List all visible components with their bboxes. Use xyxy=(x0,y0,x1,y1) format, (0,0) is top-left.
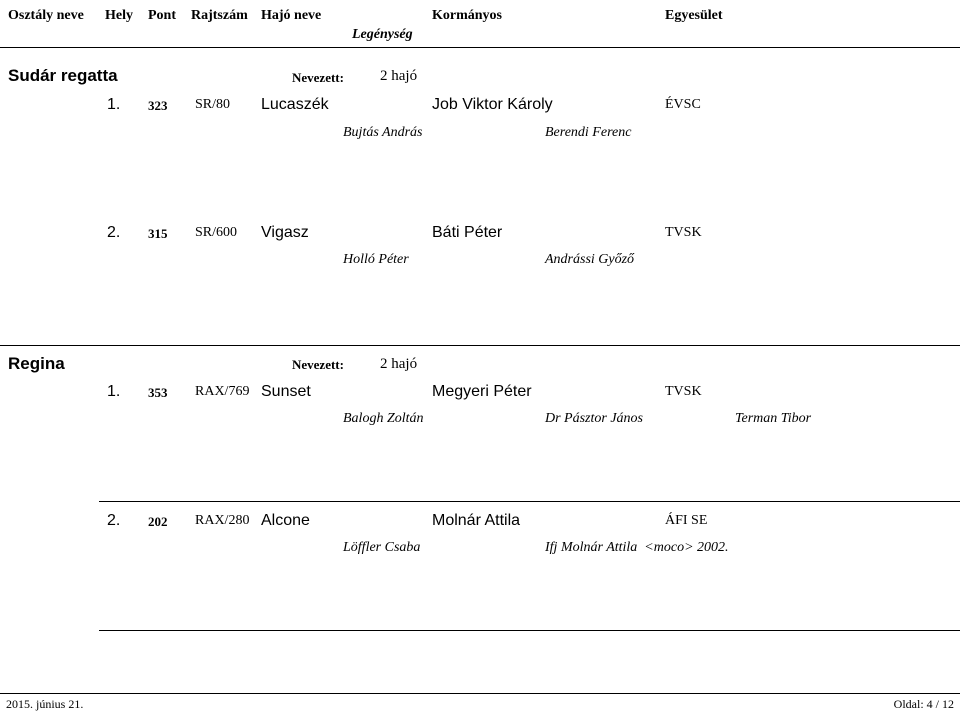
section-title: Regina xyxy=(8,354,65,373)
entry-crew-2: Ifj Molnár Attila <moco> 2002. xyxy=(545,540,729,555)
entry-boat: Vigasz xyxy=(261,224,309,241)
entry-sail: SR/600 xyxy=(195,225,238,240)
entry-crew-3: Terman Tibor xyxy=(735,411,812,426)
entry-crew-1: Balogh Zoltán xyxy=(343,411,424,426)
entry-boat: Lucaszék xyxy=(261,96,329,113)
entry-sail: RAX/769 xyxy=(195,384,250,399)
entry-place: 1. xyxy=(107,383,121,400)
entry-points: 315 xyxy=(148,226,168,241)
entered-count: 2 hajó xyxy=(380,68,418,84)
entry-helm: Báti Péter xyxy=(432,224,503,241)
section-divider xyxy=(0,345,960,346)
entry-club: ÉVSC xyxy=(665,97,701,112)
entry-helm: Job Viktor Károly xyxy=(432,96,553,113)
col-header-class: Osztály neve xyxy=(8,8,84,23)
entered-label: Nevezett: xyxy=(292,70,344,85)
col-header-place: Hely xyxy=(105,8,133,23)
entry-points: 323 xyxy=(148,98,168,113)
col-header-helm: Kormányos xyxy=(432,8,502,23)
col-header-points: Pont xyxy=(148,8,176,23)
entry-boat: Alcone xyxy=(261,512,310,529)
entry-sail: SR/80 xyxy=(195,97,231,112)
entered-label: Nevezett: xyxy=(292,357,344,372)
col-header-crew: Legénység xyxy=(352,27,413,42)
col-header-sail: Rajtszám xyxy=(191,8,248,23)
entry-helm: Molnár Attila xyxy=(432,512,521,529)
entered-count: 2 hajó xyxy=(380,356,418,372)
entry-points: 202 xyxy=(148,514,168,529)
footer-page-number: Oldal: 4 / 12 xyxy=(893,697,954,711)
entry-sail: RAX/280 xyxy=(195,513,250,528)
entry-place: 2. xyxy=(107,224,121,241)
entry-divider xyxy=(99,630,960,631)
entry-crew-1: Holló Péter xyxy=(343,252,409,267)
entry-divider xyxy=(99,501,960,502)
entry-helm: Megyeri Péter xyxy=(432,383,532,400)
header-divider xyxy=(0,47,960,48)
footer-date: 2015. június 21. xyxy=(6,697,84,711)
entry-place: 1. xyxy=(107,96,121,113)
entry-crew-2: Dr Pásztor János xyxy=(545,411,644,426)
col-header-club: Egyesület xyxy=(665,8,723,23)
entry-crew-2: Berendi Ferenc xyxy=(545,125,632,140)
entry-club: ÁFI SE xyxy=(665,513,708,528)
entry-place: 2. xyxy=(107,512,121,529)
entry-crew-1: Bujtás András xyxy=(343,125,423,140)
entry-crew-1: Löffler Csaba xyxy=(343,540,421,555)
entry-club: TVSK xyxy=(665,225,702,240)
entry-club: TVSK xyxy=(665,384,702,399)
entry-crew-2: Andrássi Győző xyxy=(545,252,635,267)
footer-divider xyxy=(0,693,960,694)
entry-boat: Sunset xyxy=(261,383,311,400)
entry-points: 353 xyxy=(148,385,168,400)
col-header-boat: Hajó neve xyxy=(261,8,322,23)
section-title: Sudár regatta xyxy=(8,66,118,85)
